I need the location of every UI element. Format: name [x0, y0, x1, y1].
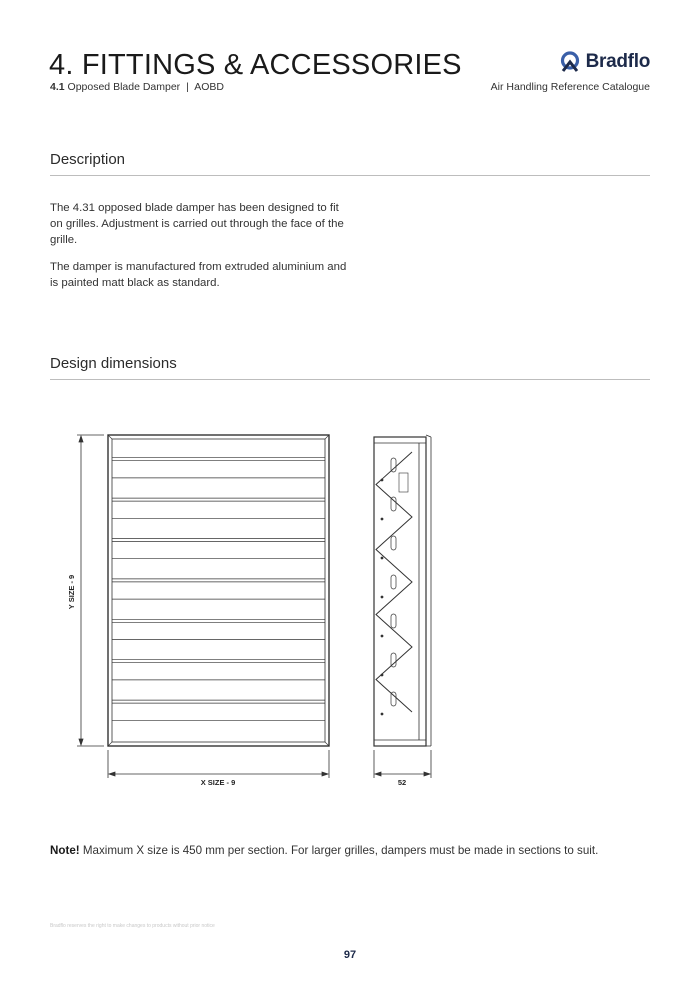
pivot-point: [381, 635, 383, 637]
y-dimension: [77, 435, 104, 746]
note: [50, 844, 598, 857]
depth-dimension: [374, 750, 431, 778]
section-name: Opposed Blade Damper: [67, 81, 181, 93]
subtitle-separator: |: [186, 81, 189, 93]
x-size-label: X SIZE - 9: [200, 778, 236, 787]
pivot-point: [381, 518, 383, 520]
pivot-point: [381, 557, 383, 559]
front-blade-lines: [112, 458, 325, 721]
description-heading: Description: [50, 151, 126, 168]
pivot-point: [381, 596, 383, 598]
pivot-slot: [391, 536, 396, 550]
note-text: Maximum X size is 450 mm per section. For larger grilles, dampers must be made in sections to suit.: [82, 844, 599, 857]
y-size-label: Y SIZE - 9: [67, 574, 76, 610]
front-view: [108, 435, 329, 746]
chapter-title: 4. FITTINGS & ACCESSORIES: [49, 49, 462, 81]
description-paragraph-2: The damper is manufactured from extruded aluminium and is painted matt black as standard.: [50, 261, 347, 289]
side-blades: [376, 452, 412, 715]
brand-name: Bradflo: [585, 51, 650, 72]
pivot-slot: [391, 575, 396, 589]
description-paragraph-1: The 4.31 opposed blade damper has been designed to fit on grilles. Adjustment is carried out through the face of the grille.: [50, 202, 344, 246]
page-number: 97: [343, 949, 357, 961]
pivot-point: [381, 479, 383, 481]
note-label: Note!: [50, 844, 80, 857]
pivot-point: [381, 674, 383, 676]
pivot-point: [381, 713, 383, 715]
product-code: AOBD: [194, 81, 224, 93]
blade-zigzag: [376, 452, 412, 712]
design-dimensions-heading: Design dimensions: [50, 355, 177, 372]
pivot-slot: [391, 614, 396, 628]
footer-disclaimer: Bradflo reserves the right to make changes to products without prior notice: [50, 923, 215, 929]
x-dimension: [108, 750, 329, 778]
catalogue-title: Air Handling Reference Catalogue: [490, 81, 650, 93]
section-number: 4.1: [50, 81, 65, 93]
side-view: [374, 435, 431, 746]
depth-label: 52: [397, 778, 407, 787]
